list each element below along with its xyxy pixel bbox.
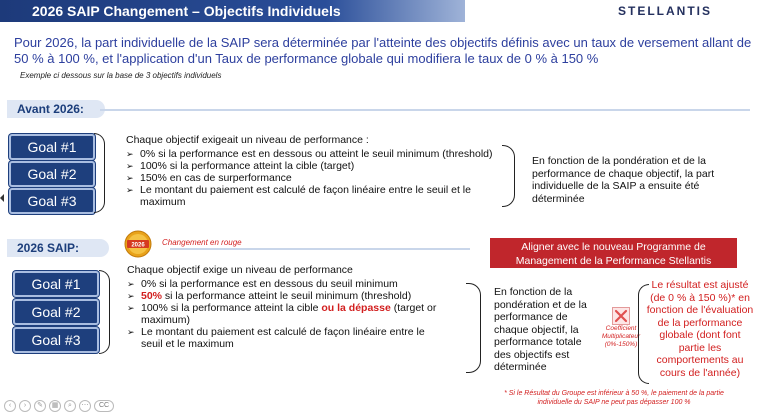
footnote: * Si le Résultat du Groupe est inférieur à 50 %, le paiement de la partie individuelle du SAIP ne peut pas dépasser 100 % bbox=[504, 390, 724, 406]
svg-text:2026: 2026 bbox=[131, 242, 145, 249]
list-item: ➢ 100% si la performance atteint la cible (target) bbox=[126, 160, 506, 172]
list-item bbox=[127, 290, 447, 302]
multiplier-x-icon bbox=[612, 307, 630, 325]
section-divider bbox=[170, 248, 470, 250]
after-side-text: En fonction de la pondération et de la performance de chaque objectif, la performance totale des objectifs est déterminée bbox=[494, 286, 587, 373]
zoom-icon[interactable]: ⌕ bbox=[64, 400, 76, 412]
arrow-icon bbox=[0, 194, 4, 202]
more-icon[interactable]: ⋯ bbox=[79, 400, 91, 412]
bullet-text: 100% si la performance atteint la cible bbox=[141, 302, 322, 314]
goal-box: Goal #1 bbox=[9, 134, 95, 160]
captions-button[interactable]: CC bbox=[94, 400, 114, 412]
goals-bracket bbox=[99, 270, 110, 354]
section-divider bbox=[100, 109, 750, 111]
bullet-highlight: ou la dépasse bbox=[321, 302, 391, 314]
alignment-banner: Aligner avec le nouveau Programme de Management de la Performance Stellantis bbox=[490, 238, 737, 268]
goals-bracket bbox=[94, 133, 105, 213]
list-item bbox=[127, 326, 447, 350]
goal-box: Goal #2 bbox=[9, 161, 95, 187]
bullet-highlight: 50% bbox=[141, 290, 163, 302]
list-item: ➢ Le montant du paiement est calculé de façon linéaire entre le seuil et le maximum bbox=[126, 184, 506, 208]
goal-box: Goal #3 bbox=[9, 188, 95, 214]
stellantis-logo: STELLANTIS bbox=[618, 4, 712, 18]
before-intro-line: Chaque objectif exigeait un niveau de performance : bbox=[126, 134, 369, 146]
requirements-bracket bbox=[502, 145, 515, 207]
previous-icon[interactable]: ‹ bbox=[4, 400, 16, 412]
bullet-text: Le montant du paiement est calculé de façon linéaire entre le seuil et le maximum bbox=[141, 326, 425, 350]
goal-box: Goal #2 bbox=[13, 299, 99, 325]
list-item bbox=[127, 302, 447, 326]
next-icon[interactable]: › bbox=[19, 400, 31, 412]
section-tag-before: Avant 2026: bbox=[7, 100, 105, 118]
new-2026-badge-icon bbox=[124, 230, 152, 258]
grid-icon[interactable]: ▦ bbox=[49, 400, 61, 412]
goal-box: Goal #3 bbox=[13, 327, 99, 353]
list-item: ➢ 0% si la performance est en dessous ou atteint le seuil minimum (threshold) bbox=[126, 148, 506, 160]
intro-paragraph: Pour 2026, la part individuelle de la SAIP sera déterminée par l'atteinte des objectifs définis avec un taux de versement allant de 50 % à 100 %, et l'application d'un Taux de performance globale qui modifiera le taux de 0 % à 150 % bbox=[14, 35, 752, 66]
section-tag-2026: 2026 SAIP: bbox=[7, 239, 109, 257]
multiplier-label: Coefficient Multiplicateur (0%-150%) bbox=[601, 325, 641, 348]
bullet-text: si la performance atteint le seuil minimum (threshold) bbox=[162, 290, 412, 302]
bullet-text: (target or maximum) bbox=[141, 302, 437, 326]
intro-example-note: Exemple ci dessous sur la base de 3 objectifs individuels bbox=[20, 71, 222, 80]
bullet-text: 0% si la performance est en dessous du seuil minimum bbox=[141, 278, 398, 290]
list-item bbox=[127, 278, 447, 290]
after-intro-line: Chaque objectif exige un niveau de performance bbox=[127, 264, 353, 276]
pen-icon[interactable]: ✎ bbox=[34, 400, 46, 412]
before-requirements bbox=[126, 134, 506, 208]
requirements-bracket bbox=[466, 283, 481, 373]
list-item: ➢ 150% en cas de surperformance bbox=[126, 172, 506, 184]
slide-controls bbox=[4, 399, 114, 413]
before-side-text: En fonction de la pondération et de la performance de chaque objectif, la part individuelle de la SAIP a ensuite été déterminée bbox=[532, 155, 715, 205]
goal-box: Goal #1 bbox=[13, 271, 99, 297]
after-requirements bbox=[127, 264, 447, 350]
result-text: Le résultat est ajusté (de 0 % à 150 %)* en fonction de l'évaluation de la performance globale (dont font partie les comportements au cours de l'année) bbox=[646, 279, 754, 379]
slide-title: 2026 SAIP Changement – Objectifs Individuels bbox=[0, 0, 465, 22]
change-note: Changement en rouge bbox=[162, 238, 242, 247]
